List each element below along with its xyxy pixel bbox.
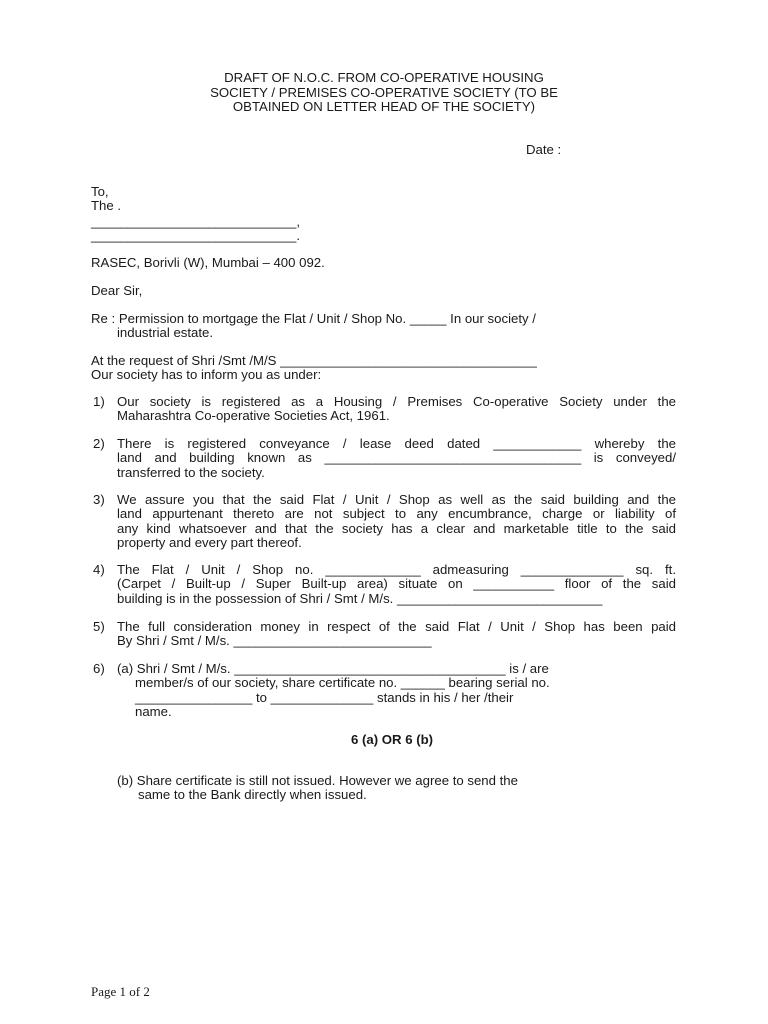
clause-6-line-4: name. (135, 704, 172, 719)
address-the: The . (91, 198, 122, 213)
title-line-3: OBTAINED ON LETTER HEAD OF THE SOCIETY) (232, 99, 536, 115)
clause-5-number: 5) (93, 619, 105, 634)
page-number: Page 1 of 2 (91, 984, 150, 999)
clause-1-line-1: Our society is registered as a Housing / Premises Co-operative Society under the (117, 394, 676, 409)
clause-4-line-2: (Carpet / Built-up / Super Built-up area) situate on ___________ floor of the said (117, 576, 676, 592)
intro-line-1: At the request of Shri /Smt /M/S ___________________________________ (91, 353, 537, 368)
clause-1-number: 1) (93, 394, 105, 409)
intro-line-2: Our society has to inform you as under: (91, 367, 322, 382)
salutation: Dear Sir, (91, 283, 143, 298)
address-location: RASEC, Borivli (W), Mumbai – 400 092. (91, 255, 325, 270)
address-to: To, (91, 184, 109, 199)
subject-line-2: industrial estate. (117, 325, 214, 340)
clause-2 (117, 437, 676, 480)
clause-b-line-2: same to the Bank directly when issued. (138, 787, 367, 802)
clause-2-line-2: land and building known as ___________________________________ is conveyed/ (117, 450, 676, 466)
document-title (90, 71, 678, 115)
clause-2-line-1: There is registered conveyance / lease deed dated ____________ whereby the (117, 436, 676, 451)
clause-1 (117, 395, 676, 424)
clause-6-line-3: ________________ to ______________ stands in his / her /their (135, 690, 514, 705)
clause-3-line-2: land appurtenant thereto are not subject to any encumbrance, charge or liability of (117, 506, 676, 522)
clause-4 (117, 563, 676, 606)
clause-4-line-1: The Flat / Unit / Shop no. _____________ admeasuring ______________ sq. ft. (117, 562, 676, 577)
date-label: Date : (526, 142, 562, 157)
title-line-1: DRAFT OF N.O.C. FROM CO-OPERATIVE HOUSING (224, 70, 544, 85)
address-blank-1: ____________________________, (91, 214, 301, 229)
clause-3 (117, 493, 676, 551)
clause-5-line-1: The full consideration money in respect of the said Flat / Unit / Shop has been paid (117, 619, 676, 634)
clause-6-line-2: member/s of our society, share certificate no. ______ bearing serial no. (135, 675, 550, 690)
clause-5 (117, 620, 676, 649)
clause-6-number: 6) (93, 661, 105, 676)
clause-6-line-1: (a) Shri / Smt / M/s. _____________________________________ is / are (117, 661, 549, 676)
clause-b-line-1: (b) Share certificate is still not issued. However we agree to send the (117, 773, 518, 788)
clause-3-line-4: property and every part thereof. (117, 535, 302, 551)
title-line-2: SOCIETY / PREMISES CO-OPERATIVE SOCIETY (TO BE (210, 84, 558, 100)
clause-5-line-2: By Shri / Smt / M/s. ___________________________ (117, 633, 432, 649)
clause-4-line-3: building is in the possession of Shri / Smt / M/s. ____________________________ (117, 590, 603, 606)
clause-2-line-3: transferred to the society. (117, 464, 265, 480)
subject-line-1: Re : Permission to mortgage the Flat / Unit / Shop No. _____ In our society / (91, 311, 536, 326)
clause-2-number: 2) (93, 436, 105, 451)
clause-3-line-3: any kind whatsoever and that the society has a clear and marketable title to the said (117, 520, 676, 536)
clause-4-number: 4) (93, 562, 105, 577)
address-blank-2: ____________________________. (91, 228, 301, 243)
clause-1-line-2: Maharashtra Co-operative Societies Act, 1961. (117, 408, 390, 424)
clause-3-number: 3) (93, 492, 105, 507)
clause-3-line-1: We assure you that the said Flat / Unit / Shop as well as the said building and the (117, 492, 676, 507)
or-heading: 6 (a) OR 6 (b) (351, 732, 434, 747)
